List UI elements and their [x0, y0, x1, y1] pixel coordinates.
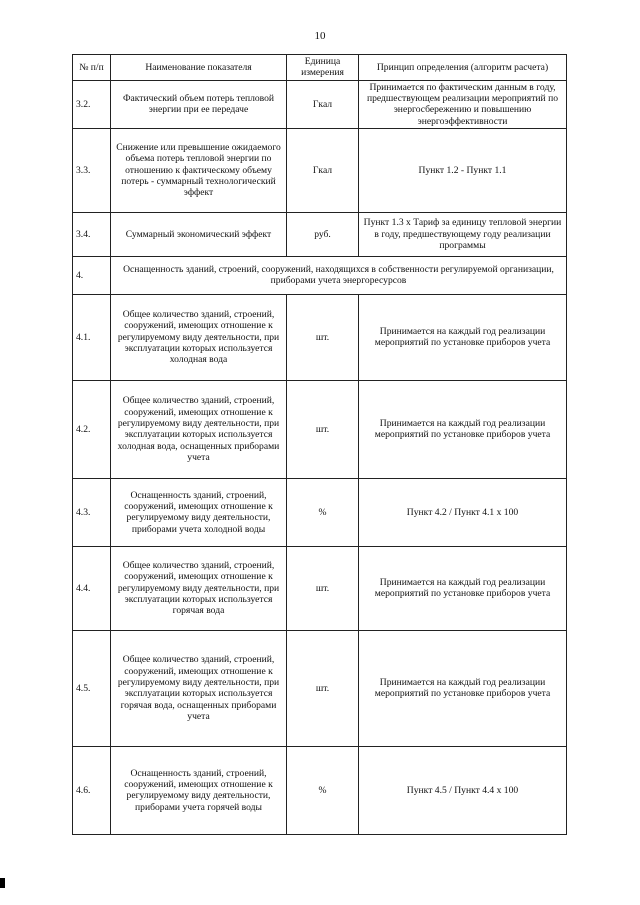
table-row [73, 212, 567, 256]
table-header-row [73, 55, 567, 81]
row-method: Принимается на каждый год реализации мероприятий по установке приборов учета [359, 294, 567, 380]
row-indicator: Общее количество зданий, строений, сооружений, имеющих отношение к регулируемому виду деятельности, при эксплуатации которых используется горячая вода, оснащенных приборами учета [111, 630, 287, 746]
scan-mark [0, 878, 5, 888]
row-unit: руб. [287, 212, 359, 256]
table-row [73, 80, 567, 128]
table-row [73, 128, 567, 212]
row-number: 4.2. [73, 380, 111, 478]
row-method: Пункт 1.3 х Тариф за единицу тепловой энергии в году, предшествующему году реализации программы [359, 212, 567, 256]
row-indicator: Общее количество зданий, строений, сооружений, имеющих отношение к регулируемому виду деятельности, при эксплуатации которых используется горячая вода [111, 546, 287, 630]
row-unit: шт. [287, 546, 359, 630]
row-number: 4.4. [73, 546, 111, 630]
page-number: 10 [314, 30, 326, 42]
indicators-table [72, 54, 567, 835]
row-indicator: Суммарный экономический эффект [111, 212, 287, 256]
row-number: 3.3. [73, 128, 111, 212]
row-method: Принимается на каждый год реализации мероприятий по установке приборов учета [359, 380, 567, 478]
row-indicator: Оснащенность зданий, строений, сооружений, имеющих отношение к регулируемому виду деятельности, приборами учета горячей воды [111, 746, 287, 834]
table-row [73, 380, 567, 478]
row-indicator: Общее количество зданий, строений, сооружений, имеющих отношение к регулируемому виду деятельности, при эксплуатации которых используется холодная вода [111, 294, 287, 380]
table-row [73, 546, 567, 630]
row-number: 4. [73, 256, 111, 294]
row-number: 4.1. [73, 294, 111, 380]
row-unit: Гкал [287, 128, 359, 212]
table-row [73, 294, 567, 380]
row-indicator: Фактический объем потерь тепловой энергии при ее передаче [111, 80, 287, 128]
row-unit: шт. [287, 380, 359, 478]
row-unit: шт. [287, 294, 359, 380]
row-number: 4.3. [73, 478, 111, 546]
row-method: Принимается по фактическим данным в году, предшествующем реализации мероприятий по энергосбережению и повышению энергоэффективности [359, 80, 567, 128]
row-unit: Гкал [287, 80, 359, 128]
row-method: Пункт 4.2 / Пункт 4.1 х 100 [359, 478, 567, 546]
row-unit: % [287, 478, 359, 546]
table-row [73, 746, 567, 834]
header-num: № п/п [73, 55, 111, 81]
row-number: 4.6. [73, 746, 111, 834]
row-unit: % [287, 746, 359, 834]
row-indicator: Оснащенность зданий, строений, сооружений, имеющих отношение к регулируемому виду деятельности, приборами учета холодной воды [111, 478, 287, 546]
row-number: 3.4. [73, 212, 111, 256]
header-method: Принцип определения (алгоритм расчета) [359, 55, 567, 81]
row-method: Принимается на каждый год реализации мероприятий по установке приборов учета [359, 630, 567, 746]
table-row [73, 478, 567, 546]
header-name: Наименование показателя [111, 55, 287, 81]
row-method: Принимается на каждый год реализации мероприятий по установке приборов учета [359, 546, 567, 630]
row-indicator: Снижение или превышение ожидаемого объема потерь тепловой энергии по отношению к фактическому объему потерь - суммарный технологический эффект [111, 128, 287, 212]
row-number: 3.2. [73, 80, 111, 128]
row-method: Пункт 4.5 / Пункт 4.4 х 100 [359, 746, 567, 834]
table-row [73, 630, 567, 746]
row-method: Пункт 1.2 - Пункт 1.1 [359, 128, 567, 212]
row-number: 4.5. [73, 630, 111, 746]
section-title: Оснащенность зданий, строений, сооружений, находящихся в собственности регулируемой организации, приборами учета энергоресурсов [111, 256, 567, 294]
row-indicator: Общее количество зданий, строений, сооружений, имеющих отношение к регулируемому виду деятельности, при эксплуатации которых используется холодная вода, оснащенных приборами учета [111, 380, 287, 478]
header-unit: Единица измерения [287, 55, 359, 81]
row-unit: шт. [287, 630, 359, 746]
section-row [73, 256, 567, 294]
